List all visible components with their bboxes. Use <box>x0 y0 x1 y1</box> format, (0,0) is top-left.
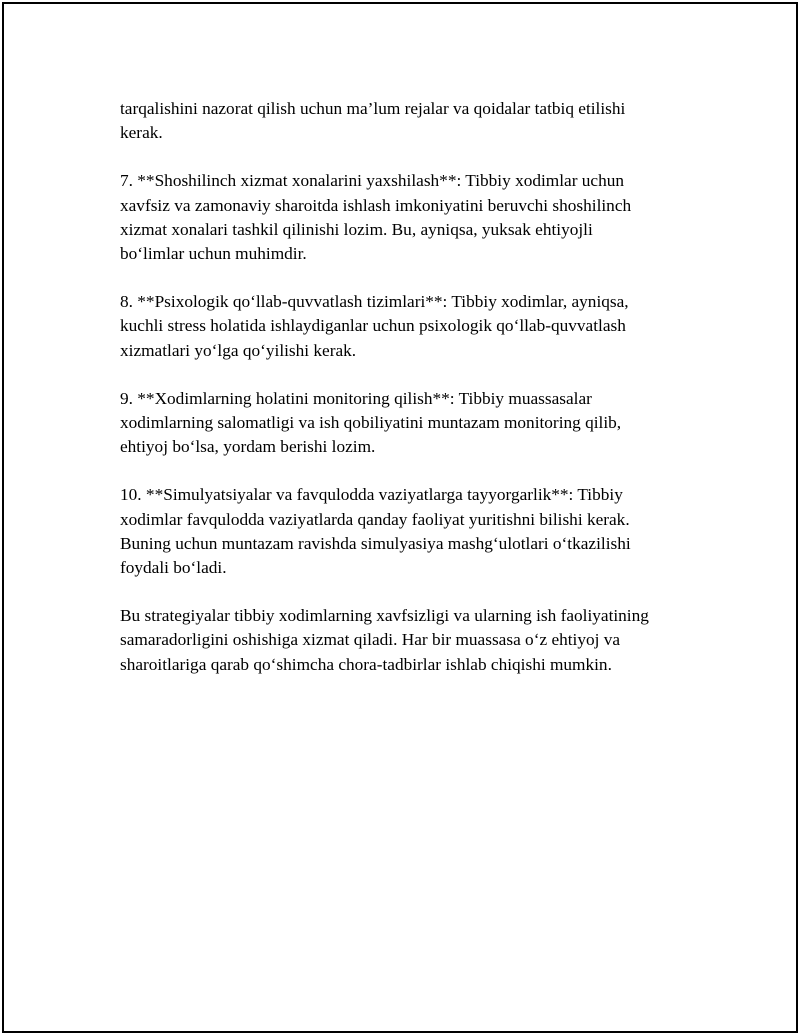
paragraph-item-8: 8. **Psixologik qo‘llab-quvvatlash tizimlari**: Tibbiy xodimlar, ayniqsa, kuchli stress holatida ishlaydiganlar uchun psixologik qo‘llab-quvvatlash xizmatlari yo‘lga qo‘yilishi kerak. <box>120 292 629 360</box>
paragraph-continuation: tarqalishini nazorat qilish uchun ma’lum rejalar va qoidalar tatbiq etilishi kerak. <box>120 99 626 143</box>
paragraph-item-9: 9. **Xodimlarning holatini monitoring qilish**: Tibbiy muassasalar xodimlarning salomatligi va ish qobiliyatini muntazam monitoring qilib, ehtiyoj bo‘lsa, yordam berishi lozim. <box>120 388 622 457</box>
paragraph-conclusion: Bu strategiyalar tibbiy xodimlarning xavfsizligi va ularning ish faoliyatining samaradorligini oshishiga xizmat qiladi. Har bir muassasa o‘z ehtiyoj va sharoitlariga qarab qo‘shimcha chora-tadbirlar ishlab chiqishi mumkin. <box>120 606 649 674</box>
document-page <box>2 2 798 1033</box>
paragraph-item-7: 7. **Shoshilinch xizmat xonalarini yaxshilash**: Tibbiy xodimlar uchun xavfsiz va zamonaviy sharoitda ishlash imkoniyatini beruvchi shoshilinch xizmat xonalari tashkil qilinishi lozim. Bu, ayniqsa, yuksak ehtiyojli bo‘limlar uchun muhimdir. <box>120 171 632 264</box>
paragraph-item-10: 10. **Simulyatsiyalar va favqulodda vaziyatlarga tayyorgarlik**: Tibbiy xodimlar favqulodda vaziyatlarda qanday faoliyat yuritishni bilishi kerak. Buning uchun muntazam ravishda simulyasiya mashg‘ulotlari o‘tkazilishi foydali bo‘ladi. <box>120 485 631 578</box>
document-body <box>120 97 700 701</box>
